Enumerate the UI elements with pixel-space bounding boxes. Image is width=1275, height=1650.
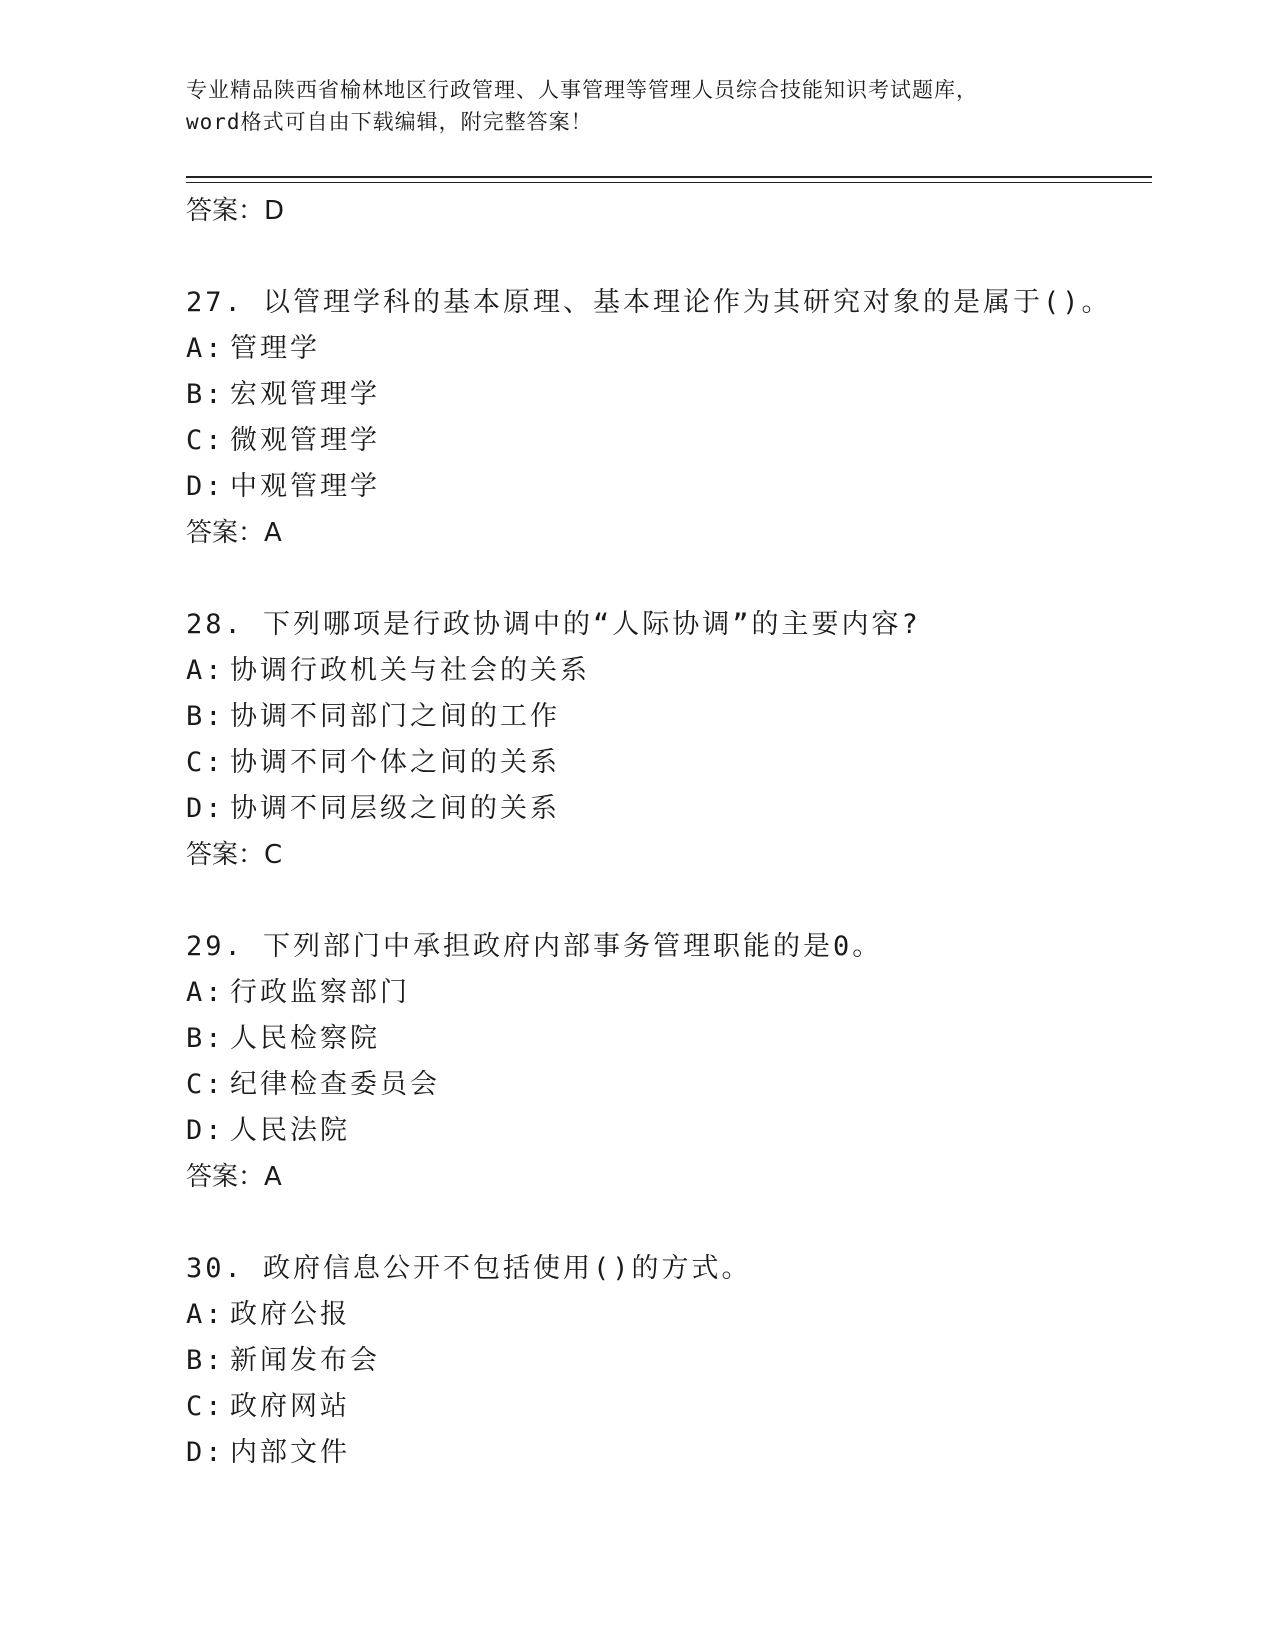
option-key: C: xyxy=(186,425,225,456)
option-key: D: xyxy=(186,471,225,502)
question-30 xyxy=(186,1246,1152,1476)
option-c xyxy=(186,1062,1152,1108)
question-list xyxy=(186,188,1152,1476)
option-a xyxy=(186,326,1152,372)
option-b xyxy=(186,372,1152,418)
option-text: 内部文件 xyxy=(230,1437,350,1468)
option-c xyxy=(186,740,1152,786)
answer-line: 答案：A xyxy=(186,518,282,548)
option-c xyxy=(186,1384,1152,1430)
option-key: B: xyxy=(186,379,225,410)
option-key: A: xyxy=(186,977,225,1008)
option-text: 纪律检查委员会 xyxy=(230,1069,440,1100)
answer-line: 答案：C xyxy=(186,840,283,870)
option-text: 人民检察院 xyxy=(230,1023,380,1054)
option-text: 人民法院 xyxy=(230,1115,350,1146)
option-key: C: xyxy=(186,1391,225,1422)
option-d xyxy=(186,1108,1152,1154)
question-stem: 27. 以管理学科的基本原理、基本理论作为其研究对象的是属于()。 xyxy=(186,287,1112,318)
document-header xyxy=(186,74,1106,138)
option-key: B: xyxy=(186,1345,225,1376)
option-text: 政府公报 xyxy=(230,1299,350,1330)
option-key: A: xyxy=(186,333,225,364)
option-b xyxy=(186,1338,1152,1384)
option-text: 行政监察部门 xyxy=(230,977,410,1008)
option-key: C: xyxy=(186,747,225,778)
option-a xyxy=(186,648,1152,694)
option-text: 协调不同层级之间的关系 xyxy=(230,793,560,824)
option-text: 微观管理学 xyxy=(230,425,380,456)
option-key: B: xyxy=(186,1023,225,1054)
question-stem: 29. 下列部门中承担政府内部事务管理职能的是0。 xyxy=(186,931,883,962)
option-a xyxy=(186,970,1152,1016)
option-b xyxy=(186,1016,1152,1062)
answer-line: 答案：D xyxy=(186,196,285,226)
option-key: A: xyxy=(186,1299,225,1330)
question-stem: 28. 下列哪项是行政协调中的“人际协调”的主要内容? xyxy=(186,609,921,640)
option-text: 政府网站 xyxy=(230,1391,350,1422)
header-divider xyxy=(186,176,1152,183)
option-text: 宏观管理学 xyxy=(230,379,380,410)
option-key: D: xyxy=(186,793,225,824)
question-stem: 30. 政府信息公开不包括使用()的方式。 xyxy=(186,1253,752,1284)
option-d xyxy=(186,1430,1152,1476)
question-29 xyxy=(186,924,1152,1200)
header-line-2: word格式可自由下载编辑，附完整答案！ xyxy=(186,110,593,134)
answer-line: 答案：A xyxy=(186,1162,282,1192)
option-key: B: xyxy=(186,701,225,732)
option-text: 协调不同个体之间的关系 xyxy=(230,747,560,778)
option-c xyxy=(186,418,1152,464)
option-text: 新闻发布会 xyxy=(230,1345,380,1376)
option-d xyxy=(186,464,1152,510)
option-d xyxy=(186,786,1152,832)
option-key: D: xyxy=(186,1115,225,1146)
option-key: D: xyxy=(186,1437,225,1468)
option-a xyxy=(186,1292,1152,1338)
option-b xyxy=(186,694,1152,740)
option-text: 管理学 xyxy=(230,333,320,364)
option-key: C: xyxy=(186,1069,225,1100)
option-text: 协调不同部门之间的工作 xyxy=(230,701,560,732)
option-key: A: xyxy=(186,655,225,686)
header-line-1: 专业精品陕西省榆林地区行政管理、人事管理等管理人员综合技能知识考试题库， xyxy=(186,78,978,102)
option-text: 中观管理学 xyxy=(230,471,380,502)
question-28 xyxy=(186,602,1152,878)
option-text: 协调行政机关与社会的关系 xyxy=(230,655,590,686)
question-27 xyxy=(186,280,1152,556)
